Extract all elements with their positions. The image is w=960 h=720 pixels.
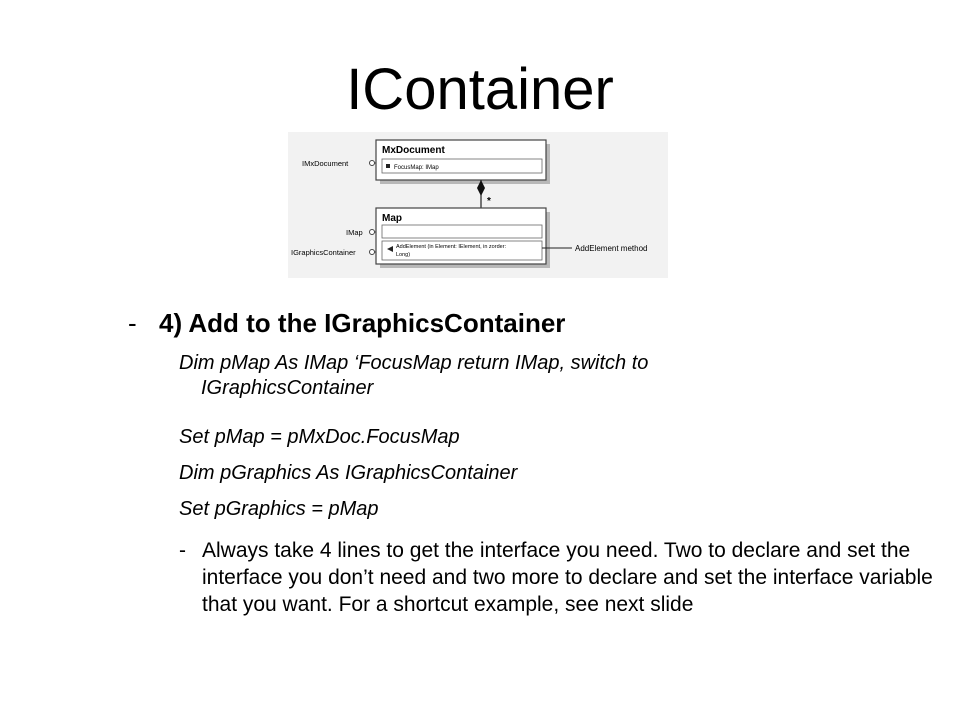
multiplicity-label: * (487, 196, 491, 207)
class-name-map: Map (382, 213, 402, 224)
interface-label-imxdocument: IMxDocument (302, 159, 349, 168)
code-line-2: Set pMap = pMxDoc.FocusMap (179, 426, 460, 448)
member-box-imap (382, 225, 542, 238)
member-focusmap: FocusMap: IMap (394, 165, 439, 171)
section-heading (128, 305, 565, 341)
code-line-4: Set pGraphics = pMap (179, 498, 379, 520)
code-line-1: Dim pMap As IMap ‘FocusMap return IMap, switch to IGraphicsContainer (179, 352, 649, 399)
member-addelement-line2: Long) (396, 252, 411, 258)
code-line-3: Dim pGraphics As IGraphicsContainer (179, 462, 518, 484)
interface-lollipop-icon (370, 161, 375, 166)
heading-text: 4) Add to the IGraphicsContainer (159, 308, 566, 338)
interface-lollipop-icon (370, 230, 375, 235)
interface-label-imap: IMap (346, 228, 363, 237)
note-bullet: - (179, 539, 186, 562)
interface-lollipop-icon (370, 250, 375, 255)
heading-bullet: - (128, 308, 137, 338)
slide-title: IContainer (346, 57, 614, 122)
interface-label-igraphicscontainer: IGraphicsContainer (291, 248, 356, 257)
callout-addelement-method: AddElement method (575, 244, 648, 253)
property-marker-icon (386, 164, 390, 168)
note-item (179, 537, 939, 618)
uml-class-diagram (288, 132, 668, 278)
member-addelement-line1: AddElement (in Element: IElement, in zorder: (396, 244, 507, 250)
note-text: Always take 4 lines to get the interface you need. Two to declare and set the interface you don’t need and two more to declare and set the interface variable that you want. For a shortcut example, see next slide (202, 539, 933, 616)
class-name-mxdocument: MxDocument (382, 145, 445, 156)
